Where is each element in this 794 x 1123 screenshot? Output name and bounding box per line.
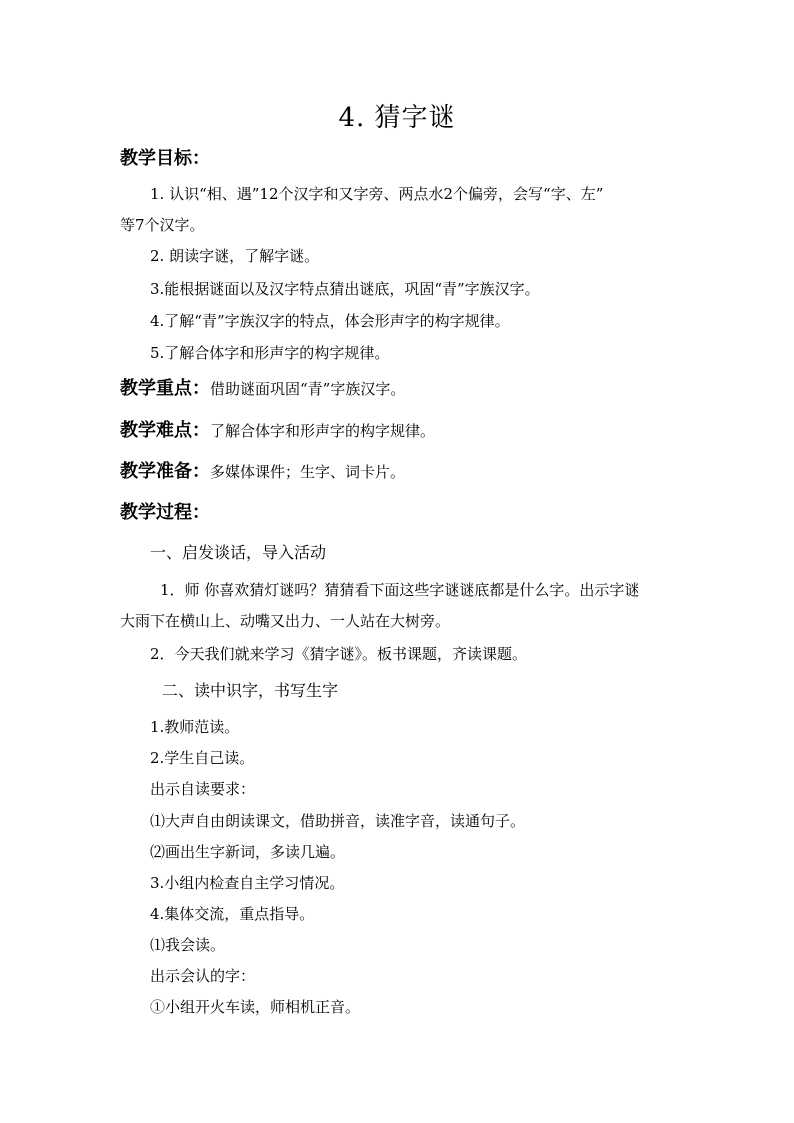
section-2-line-2: 2.学生自己读。 <box>150 749 255 767</box>
section-2-title: 二、读中识字，书写生字 <box>162 681 339 700</box>
objective-item-3: 3.能根据谜面以及汉字特点猜出谜底，巩固“青”字族汉字。 <box>150 280 540 298</box>
preparation-row <box>120 459 405 485</box>
section-1-line-3: 2．今天我们就来学习《猜字谜》。板书课题，齐读课题。 <box>150 645 528 663</box>
key-point-row <box>120 376 405 402</box>
section-2-line-4: ⑴大声自由朗读课文，借助拼音，读准字音，读通句子。 <box>150 812 526 830</box>
difficulty-text: 了解合体字和形声字的构字规律。 <box>210 422 436 440</box>
section-1-line-2: 大雨下在横山上、动嘴又出力、一人站在大树旁。 <box>120 612 451 630</box>
objective-item-4: 4.了解“青”字族汉字的特点，体会形声字的构字规律。 <box>150 312 510 330</box>
objectives-heading: 教学目标： <box>120 148 210 169</box>
key-point-text: 借助谜面巩固“青”字族汉字。 <box>210 380 406 398</box>
objective-item-1: 1. 认识“相、遇”12个汉字和又字旁、两点水2个偏旁，会写“字、左” <box>150 185 604 203</box>
section-2-line-9: 出示会认的字： <box>150 967 256 985</box>
key-point-heading: 教学重点： <box>120 378 210 399</box>
section-2-line-7: 4.集体交流，重点指导。 <box>150 905 315 923</box>
objective-item-1-cont: 等7个汉字。 <box>120 216 205 234</box>
section-1-line-1: 1．师 你喜欢猜灯谜吗？猜猜看下面这些字谜谜底都是什么字。出示字谜 <box>160 581 640 599</box>
objective-item-2: 2. 朗读字谜，了解字谜。 <box>150 247 320 265</box>
difficulty-heading: 教学难点： <box>120 420 210 441</box>
section-1-title: 一、启发谈话，导入活动 <box>150 543 327 562</box>
section-2-line-6: 3.小组内检查自主学习情况。 <box>150 874 345 892</box>
difficulty-row <box>120 418 435 444</box>
section-2-line-10: ①小组开火车读，师相机正音。 <box>150 998 361 1016</box>
preparation-heading: 教学准备： <box>120 461 210 482</box>
section-2-line-5: ⑵画出生字新词，多读几遍。 <box>150 843 346 861</box>
section-2-line-8: ⑴我会读。 <box>150 936 226 954</box>
section-2-line-1: 1.教师范读。 <box>150 718 240 736</box>
preparation-text: 多媒体课件；生字、词卡片。 <box>210 463 406 481</box>
objective-item-5: 5.了解合体字和形声字的构字规律。 <box>150 344 390 362</box>
page-title: 4. 猜字谜 <box>338 103 456 133</box>
process-heading: 教学过程： <box>120 502 210 523</box>
section-2-line-3: 出示自读要求： <box>150 780 256 798</box>
